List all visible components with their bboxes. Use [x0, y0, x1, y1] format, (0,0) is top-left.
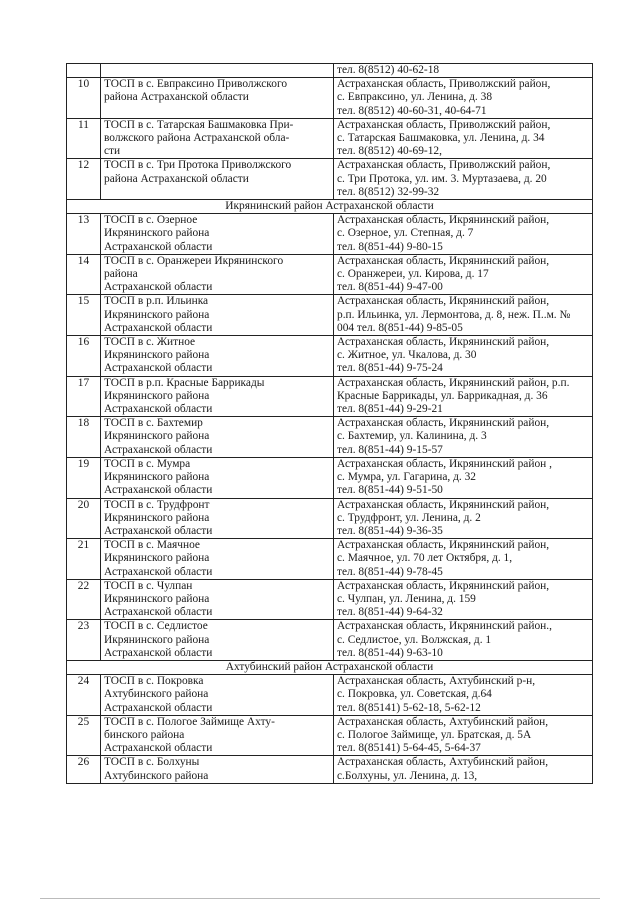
- tosp-address-line: тел. 8(851-44) 9-51-50: [337, 484, 443, 497]
- tosp-address-line: с. Чулпан, ул. Ленина, д. 159: [337, 592, 476, 605]
- tosp-address-line: Красные Баррикады, ул. Баррикадная, д. 36: [337, 389, 548, 402]
- tosp-address-line: тел. 8(851-44) 9-47-00: [337, 281, 443, 294]
- region-title: Ахтубинский район Астраханской области: [67, 660, 593, 674]
- tosp-address-line: тел. 8(85141) 5-62-18, 5-62-12: [337, 701, 481, 714]
- tosp-address-line: р.п. Ильинка, ул. Лермонтова, д. 8, неж. П..м. №: [337, 308, 571, 321]
- tosp-address-line: 004 тел. 8(851-44) 9-85-05: [337, 321, 463, 334]
- tosp-address-line: с.Болхуны, ул. Ленина, д. 13,: [337, 769, 478, 782]
- tosp-name-line: Ахтубинского района: [104, 769, 209, 782]
- tosp-name-cell: [101, 620, 334, 661]
- tosp-address-cell: [334, 159, 593, 200]
- tosp-name-cell: [101, 539, 334, 580]
- tosp-name-line: Икрянинского района: [104, 552, 210, 565]
- tosp-address-line: тел. 8(851-44) 9-15-57: [337, 443, 443, 456]
- page-edge-line: [40, 898, 600, 899]
- tosp-name-line: Астраханской области: [104, 742, 213, 755]
- tosp-name-line: Икрянинского района: [104, 633, 210, 646]
- tosp-name-line: ТОСП в с. Пологое Займище Ахту-: [104, 715, 275, 728]
- tosp-name-cell: [101, 336, 334, 377]
- tosp-name-cell: [101, 118, 334, 159]
- tosp-name-line: Икрянинского района: [104, 349, 210, 362]
- tosp-name-line: Ахтубинского района: [104, 688, 209, 701]
- tosp-name-line: Астраханской области: [104, 646, 213, 659]
- tosp-address-cell: [334, 457, 593, 498]
- row-number: 14: [67, 254, 101, 295]
- table-row: [67, 336, 593, 377]
- tosp-name-line: Астраханской области: [104, 606, 213, 619]
- table-row: [67, 295, 593, 336]
- tosp-address-cell: [334, 675, 593, 716]
- tosp-name-line: Икрянинского района: [104, 430, 210, 443]
- table-row: [67, 376, 593, 417]
- row-number: 19: [67, 457, 101, 498]
- tosp-name-line: ТОСП в с. Евпраксино Приволжского: [104, 78, 288, 91]
- tosp-address-line: тел. 8(851-44) 9-75-24: [337, 362, 443, 375]
- row-number: 21: [67, 539, 101, 580]
- table-row: [67, 417, 593, 458]
- row-number: 17: [67, 376, 101, 417]
- row-number: 20: [67, 498, 101, 539]
- tosp-address-line: тел. 8(8512) 40-69-12,: [337, 145, 442, 158]
- tosp-address-line: Астраханская область, Ахтубинский район,: [337, 756, 549, 769]
- tosp-address-line: тел. 8(851-44) 9-80-15: [337, 240, 443, 253]
- tosp-name-line: Астраханской области: [104, 281, 213, 294]
- tosp-address-line: с. Маячное, ул. 70 лет Октября, д. 1,: [337, 552, 513, 565]
- tosp-address-line: тел. 8(8512) 32-99-32: [337, 185, 440, 198]
- tosp-name-cell: [101, 159, 334, 200]
- tosp-name-line: ТОСП в с. Чулпан: [104, 579, 193, 592]
- tosp-address-line: с. Оранжереи, ул. Кирова, д. 17: [337, 268, 489, 281]
- tosp-name-line: сти: [104, 145, 121, 158]
- row-number: 15: [67, 295, 101, 336]
- tosp-address-cell: [334, 715, 593, 756]
- tosp-name-line: Астраханской области: [104, 362, 213, 375]
- tosp-name-line: бинского района: [104, 728, 185, 741]
- tosp-name-line: района Астраханской области: [104, 91, 249, 104]
- tosp-address-cell: [334, 498, 593, 539]
- tosp-name-line: ТОСП в с. Бахтемир: [104, 417, 203, 430]
- tosp-name-line: волжского района Астраханской обла-: [104, 132, 290, 145]
- table-row: [67, 756, 593, 783]
- tosp-name-line: ТОСП в с. Болхуны: [104, 756, 200, 769]
- tosp-name-line: ТОСП в с. Три Протока Приволжского: [104, 159, 292, 172]
- row-number: 13: [67, 214, 101, 255]
- tosp-name-line: Астраханской области: [104, 524, 213, 537]
- tosp-name-line: Астраханской области: [104, 443, 213, 456]
- table-row: [67, 457, 593, 498]
- tosp-address-cell: [334, 620, 593, 661]
- row-number: 26: [67, 756, 101, 783]
- tosp-address-line: Астраханская область, Икрянинский район,: [337, 417, 550, 430]
- tosp-address-line: Астраханская область, Икрянинский район,: [337, 214, 550, 227]
- tosp-name-line: Икрянинского района: [104, 389, 210, 402]
- tosp-address-line: с. Трудфронт, ул. Ленина, д. 2: [337, 511, 481, 524]
- tosp-address-cell: [334, 254, 593, 295]
- tosp-name-line: Икрянинского района: [104, 592, 210, 605]
- tosp-name-cell: [101, 254, 334, 295]
- tosp-address-line: тел. 8(851-44) 9-63-10: [337, 646, 443, 659]
- tosp-name-line: ТОСП в р.п. Красные Баррикады: [104, 376, 265, 389]
- tosp-address-line: с. Татарская Башмаковка, ул. Ленина, д. 34: [337, 132, 545, 145]
- row-number: [67, 64, 101, 78]
- tosp-name-line: Икрянинского района: [104, 308, 210, 321]
- region-title: Икрянинский район Астраханской области: [67, 200, 593, 214]
- table-row: [67, 579, 593, 620]
- tosp-name-line: района: [104, 268, 138, 281]
- tosp-address-line: с. Пологое Займище, ул. Братская, д. 5А: [337, 728, 532, 741]
- tosp-name-cell: [101, 417, 334, 458]
- tosp-table: [66, 63, 593, 784]
- tosp-name-line: Икрянинского района: [104, 227, 210, 240]
- row-number: 24: [67, 675, 101, 716]
- tosp-name-cell: [101, 756, 334, 783]
- tosp-address-line: Астраханская область, Приволжский район,: [337, 118, 551, 131]
- table-row: [67, 498, 593, 539]
- tosp-name-line: ТОСП в с. Озерное: [104, 214, 198, 227]
- tosp-address-cell: [334, 579, 593, 620]
- tosp-address-line: Астраханская область, Икрянинский район, р.п.: [337, 376, 570, 389]
- tosp-name-line: ТОСП в с. Татарская Башмаковка При-: [104, 118, 294, 131]
- tosp-name-cell: [101, 498, 334, 539]
- tosp-address-line: Астраханская область, Ахтубинский район,: [337, 715, 549, 728]
- table-row: [67, 118, 593, 159]
- tosp-address-cell: [334, 118, 593, 159]
- tosp-name-line: ТОСП в с. Покровка: [104, 675, 204, 688]
- tosp-address-line: Астраханская область, Икрянинский район,: [337, 254, 550, 267]
- tosp-address-line: тел. 8(85141) 5-64-45, 5-64-37: [337, 742, 481, 755]
- tosp-address-line: Астраханская область, Икрянинский район ,: [337, 457, 552, 470]
- tosp-address-line: тел. 8(851-44) 9-78-45: [337, 565, 443, 578]
- tosp-address-line: Астраханская область, Икрянинский район,: [337, 498, 550, 511]
- row-number: 11: [67, 118, 101, 159]
- row-number: 25: [67, 715, 101, 756]
- tosp-name-cell: [101, 675, 334, 716]
- tosp-name-line: Астраханской области: [104, 565, 213, 578]
- table-row: [67, 715, 593, 756]
- tosp-address-line: Астраханская область, Икрянинский район,: [337, 295, 550, 308]
- row-number: 10: [67, 78, 101, 119]
- tosp-address-line: с. Покровка, ул. Советская, д.64: [337, 688, 492, 701]
- tosp-address-line: Астраханская область, Икрянинский район,: [337, 539, 550, 552]
- tosp-name-line: Астраханской области: [104, 321, 213, 334]
- table-row: [67, 159, 593, 200]
- table-row: [67, 214, 593, 255]
- tosp-address-line: с. Евпраксино, ул. Ленина, д. 38: [337, 91, 493, 104]
- tosp-name-cell: [101, 64, 334, 78]
- tosp-name-cell: [101, 457, 334, 498]
- tosp-address-line: с. Мумра, ул. Гагарина, д. 32: [337, 471, 476, 484]
- tosp-address-line: Астраханская область, Ахтубинский р-н,: [337, 675, 536, 688]
- tosp-name-line: ТОСП в с. Трудфронт: [104, 498, 210, 511]
- table-row: [67, 675, 593, 716]
- tosp-address-line: с. Бахтемир, ул. Калинина, д. 3: [337, 430, 487, 443]
- tosp-name-line: Астраханской области: [104, 484, 213, 497]
- row-number: 22: [67, 579, 101, 620]
- tosp-name-cell: [101, 376, 334, 417]
- tosp-address-line: тел. 8(851-44) 9-64-32: [337, 606, 443, 619]
- row-number: 16: [67, 336, 101, 377]
- tosp-address-line: с. Седлистое, ул. Волжская, д. 1: [337, 633, 492, 646]
- tosp-name-line: Астраханской области: [104, 240, 213, 253]
- tosp-name-line: Икрянинского района: [104, 511, 210, 524]
- tosp-address-line: тел. 8(8512) 40-62-18: [337, 64, 440, 76]
- tosp-name-line: ТОСП в с. Оранжереи Икрянинского: [104, 254, 284, 267]
- tosp-address-line: Астраханская область, Приволжский район,: [337, 78, 551, 91]
- tosp-table-body: [67, 64, 593, 784]
- tosp-address-cell: [334, 336, 593, 377]
- tosp-address-cell: [334, 417, 593, 458]
- tosp-name-cell: [101, 715, 334, 756]
- table-row: [67, 254, 593, 295]
- tosp-address-cell: [334, 214, 593, 255]
- tosp-name-cell: [101, 78, 334, 119]
- table-row: [67, 539, 593, 580]
- table-row: [67, 78, 593, 119]
- tosp-address-cell: [334, 756, 593, 783]
- tosp-name-cell: [101, 295, 334, 336]
- tosp-address-cell: [334, 64, 593, 78]
- tosp-address-line: Астраханская область, Приволжский район,: [337, 159, 551, 172]
- tosp-name-cell: [101, 214, 334, 255]
- tosp-name-line: Астраханской области: [104, 701, 213, 714]
- row-number: 12: [67, 159, 101, 200]
- tosp-name-line: ТОСП в р.п. Ильинка: [104, 295, 209, 308]
- tosp-name-line: ТОСП в с. Маячное: [104, 539, 200, 552]
- tosp-name-line: Астраханской области: [104, 403, 213, 416]
- tosp-name-line: ТОСП в с. Житное: [104, 336, 196, 349]
- tosp-address-line: Астраханская область, Икрянинский район,: [337, 336, 550, 349]
- tosp-address-line: тел. 8(851-44) 9-36-35: [337, 524, 443, 537]
- tosp-name-line: ТОСП в с. Мумра: [104, 457, 191, 470]
- table-row: [67, 620, 593, 661]
- tosp-address-cell: [334, 376, 593, 417]
- tosp-address-line: тел. 8(8512) 40-60-31, 40-64-71: [337, 104, 487, 117]
- row-number: 23: [67, 620, 101, 661]
- tosp-address-cell: [334, 295, 593, 336]
- tosp-address-line: с. Озерное, ул. Степная, д. 7: [337, 227, 474, 240]
- table-row: [67, 64, 593, 78]
- tosp-name-line: ТОСП в с. Седлистое: [104, 620, 208, 633]
- tosp-address-line: с. Житное, ул. Чкалова, д. 30: [337, 349, 477, 362]
- tosp-address-cell: [334, 78, 593, 119]
- region-header-row: [67, 200, 593, 214]
- tosp-address-cell: [334, 539, 593, 580]
- region-header-row: [67, 660, 593, 674]
- tosp-name-line: района Астраханской области: [104, 172, 249, 185]
- tosp-address-line: Астраханская область, Икрянинский район.,: [337, 620, 552, 633]
- tosp-address-line: тел. 8(851-44) 9-29-21: [337, 403, 443, 416]
- row-number: 18: [67, 417, 101, 458]
- tosp-address-line: с. Три Протока, ул. им. 3. Муртазаева, д. 20: [337, 172, 547, 185]
- tosp-name-line: Икрянинского района: [104, 471, 210, 484]
- tosp-address-line: Астраханская область, Икрянинский район,: [337, 579, 550, 592]
- tosp-name-cell: [101, 579, 334, 620]
